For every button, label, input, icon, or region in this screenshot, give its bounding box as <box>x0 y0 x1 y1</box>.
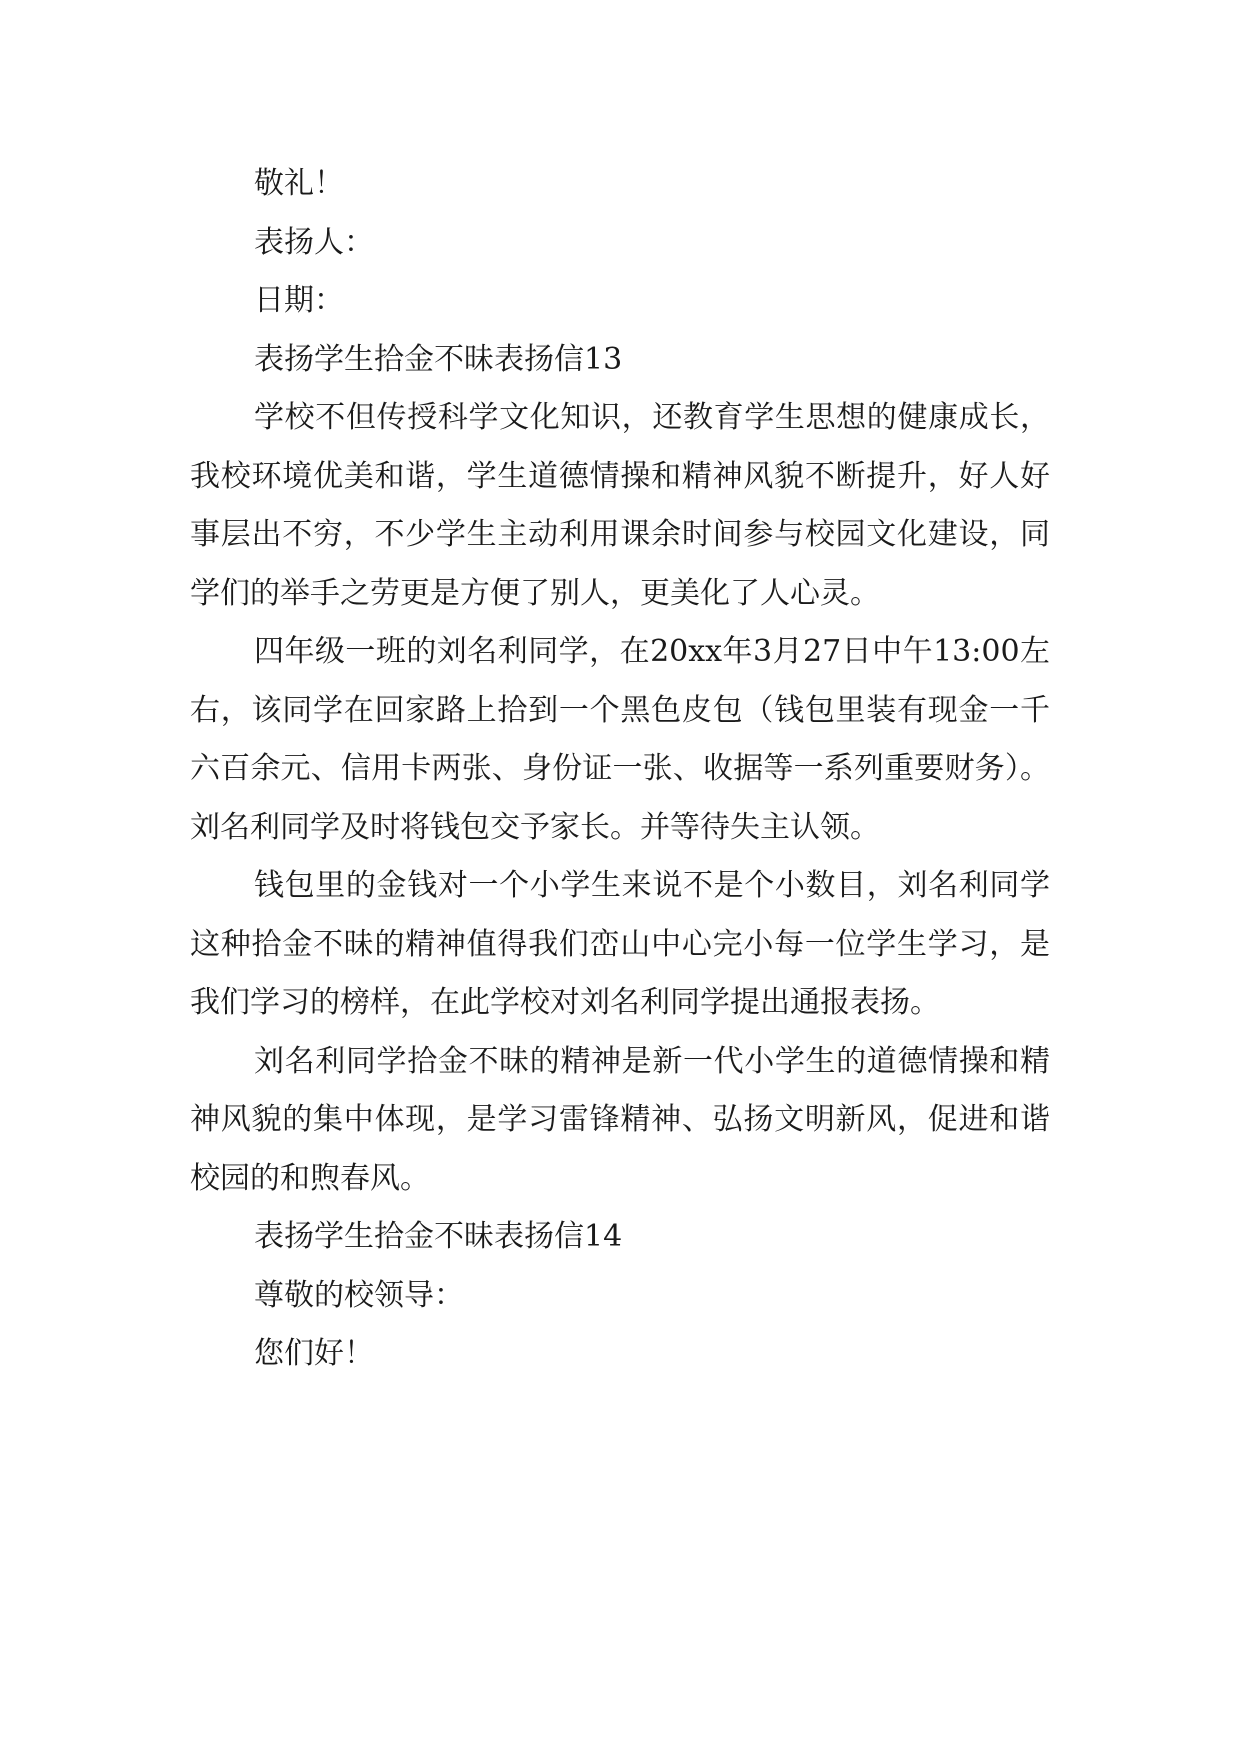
letter-14-title: 表扬学生拾金不昧表扬信14 <box>254 1219 623 1254</box>
letter-14-greeting: 您们好！ <box>254 1336 374 1371</box>
letter-13-paragraph-3: 钱包里的金钱对一个小学生来说不是个小数目，刘名利同学这种拾金不昧的精神值得我们峦山中心完小每一位学生学习，是我们学习的榜样，在此学校对刘名利同学提出通报表扬。 <box>190 868 1050 1020</box>
letter-14-salutation: 尊敬的校领导： <box>254 1277 464 1313</box>
date-line: 日期： <box>254 283 344 318</box>
letter-13-paragraph-4: 刘名利同学拾金不昧的精神是新一代小学生的道德情操和精神风貌的集中体现，是学习雷锋精神、弘扬文明新风，促进和谐校园的和煦春风。 <box>190 1043 1050 1196</box>
closing-line: 敬礼！ <box>254 166 344 201</box>
letter-13-title: 表扬学生拾金不昧表扬信13 <box>254 341 623 377</box>
letter-13-paragraph-1: 学校不但传授科学文化知识，还教育学生思想的健康成长，我校环境优美和谐，学生道德情操和精神风貌不断提升，好人好事层出不穷，不少学生主动利用课余时间参与校园文化建设，同学们的举手之劳更是方便了别人，更美化了人心灵。 <box>190 400 1050 611</box>
commender-line: 表扬人： <box>254 224 374 260</box>
letter-13-paragraph-2: 四年级一班的刘名利同学，在20xx年3月27日中午13:00左右，该同学在回家路上拾到一个黑色皮包（钱包里装有现金一千六百余元、信用卡两张、身份证一张、收据等一系列重要财务）。刘名利同学及时将钱包交予家长。并等待失主认领。 <box>190 634 1050 845</box>
document-body <box>190 155 1050 1384</box>
